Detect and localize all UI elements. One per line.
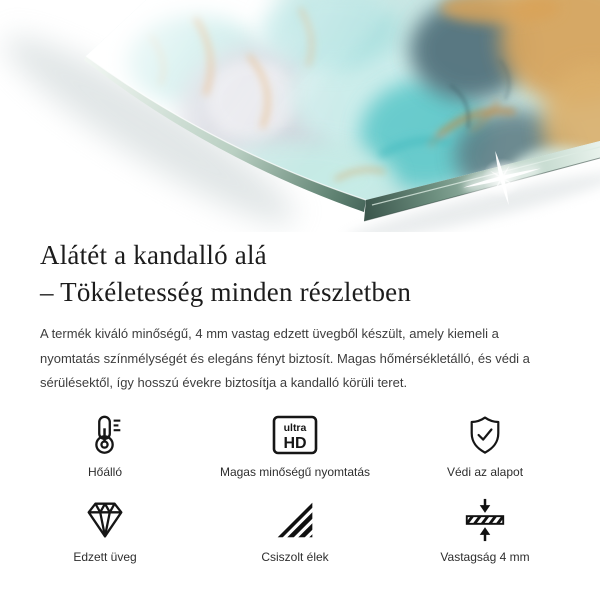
feature-thickness [390,496,580,564]
thermometer-icon [82,411,128,459]
feature-protects-base [390,411,580,479]
feature-label: Vastagság 4 mm [440,549,530,564]
product-description: A termék kiváló minőségű, 4 mm vastag edzett üvegből készült, amely kiemeli a nyomtatás színmélységét és elegáns fényt biztosít. Magas hőmérsékletálló, és védi a sérülésektől, így hosszú évekre biztosítja a kandalló körüli teret. [40,326,530,390]
ultra-hd-badge-line2: HD [283,434,307,452]
polished-edges-icon [272,496,318,544]
product-info [0,232,600,564]
page-title-line1: Alátét a kandalló alá [40,240,267,270]
feature-hd-print [200,411,390,479]
feature-label: Hőálló [87,464,123,479]
product-image [0,0,600,232]
feature-label: Csiszolt élek [261,549,329,564]
thickness-icon [461,496,509,544]
feature-polished-edges [200,496,390,564]
page-title-line2: – Tökéletesség minden részletben [40,277,412,307]
feature-grid [10,411,580,564]
diamond-icon [81,496,129,544]
feature-label: Magas minőségű nyomtatás [219,464,371,479]
ultra-hd-icon [270,411,320,459]
feature-heat-resistant [10,411,200,479]
page-title [40,237,560,311]
ultra-hd-badge-line1: ultra [283,421,307,434]
feature-label: Védi az alapot [446,464,524,479]
shield-check-icon [463,411,507,459]
feature-label: Edzett üveg [73,549,137,564]
feature-tempered-glass [10,496,200,564]
glass-panel-illustration [0,0,600,232]
